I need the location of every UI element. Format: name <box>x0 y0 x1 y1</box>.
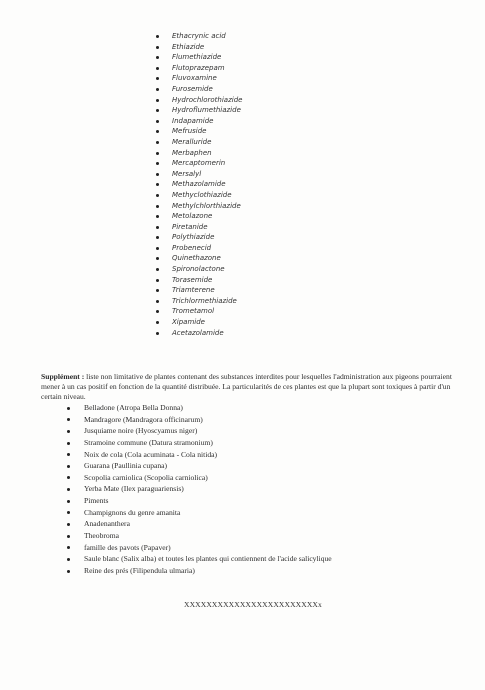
drug-item <box>156 137 242 148</box>
bullet-icon <box>67 523 70 526</box>
bullet-icon <box>67 558 70 561</box>
drug-item-text: Methazolamide <box>172 180 226 189</box>
plant-item <box>67 472 332 484</box>
bullet-icon <box>156 99 159 102</box>
bullet-icon <box>67 488 70 491</box>
drug-item <box>156 317 242 328</box>
drug-item <box>156 116 242 127</box>
drug-item-text: Flumethiazide <box>172 53 222 62</box>
plant-item-text: Anadenanthera <box>84 519 130 529</box>
bullet-icon <box>156 56 159 59</box>
bullet-icon <box>67 465 70 468</box>
plant-item-text: Champignons du genre amanita <box>84 507 181 517</box>
drug-item <box>156 232 242 243</box>
bullet-icon <box>67 500 70 503</box>
drug-item <box>156 84 242 95</box>
drug-item-text: Indapamide <box>172 116 214 125</box>
drug-item <box>156 296 242 307</box>
bullet-icon <box>156 321 159 324</box>
drug-item-text: Furosemide <box>172 84 213 93</box>
drug-item <box>156 275 242 286</box>
plant-item <box>67 460 332 472</box>
bullet-icon <box>156 152 159 155</box>
plant-item-text: Scopolia carniolica (Scopolia carniolica) <box>84 472 208 482</box>
plant-item-text: Guarana (Paullinia cupana) <box>84 461 168 471</box>
drug-item <box>156 179 242 190</box>
drug-item-text: Metolazone <box>172 212 213 221</box>
drug-item-text: Polythiazide <box>172 233 215 242</box>
drug-item <box>156 264 242 275</box>
plant-item <box>67 542 332 554</box>
bullet-icon <box>156 88 159 91</box>
bullet-icon <box>67 453 70 456</box>
drug-item <box>156 158 242 169</box>
drug-item-text: Mercaptomerin <box>172 159 226 168</box>
drug-item-text: Flutoprazepam <box>172 63 225 72</box>
plant-item-text: famille des pavots (Papaver) <box>84 542 171 552</box>
drug-item <box>156 306 242 317</box>
bullet-icon <box>156 332 159 335</box>
plant-item <box>67 425 332 437</box>
plant-item-text: Piments <box>84 496 109 506</box>
plant-item <box>67 437 332 449</box>
drug-item-text: Xipamide <box>172 318 205 327</box>
drug-item <box>156 328 242 339</box>
drug-item <box>156 285 242 296</box>
drug-item-text: Meralluride <box>172 137 212 146</box>
bullet-icon <box>156 310 159 313</box>
drug-item <box>156 42 242 53</box>
plant-item <box>67 414 332 426</box>
drug-item <box>156 169 242 180</box>
bullet-icon <box>156 46 159 49</box>
bullet-icon <box>156 183 159 186</box>
bullet-icon <box>156 67 159 70</box>
plant-item-text: Theobroma <box>84 531 120 541</box>
drug-item-text: Mersalyl <box>172 169 202 178</box>
plant-item <box>67 530 332 542</box>
plant-item-text: Jusquiame noire (Hyoscyamus niger) <box>84 426 198 436</box>
plant-item-text: Mandragore (Mandragora officinarum) <box>84 414 203 424</box>
plant-item <box>67 553 332 565</box>
drug-item <box>156 253 242 264</box>
bullet-icon <box>67 546 70 549</box>
bullet-icon <box>156 130 159 133</box>
drug-item-text: Triamterene <box>172 286 215 295</box>
bullet-icon <box>67 535 70 538</box>
supplement-label: Supplément : <box>41 372 85 381</box>
bullet-icon <box>156 194 159 197</box>
drug-item-text: Acetazolamide <box>172 328 224 337</box>
bullet-icon <box>67 570 70 573</box>
plant-item-text: Stramoine commune (Datura stramonium) <box>84 437 213 447</box>
drug-item-text: Piretanide <box>172 222 208 231</box>
plant-item <box>67 483 332 495</box>
bullet-icon <box>67 511 70 514</box>
end-of-document-mark: XXXXXXXXXXXXXXXXXXXXXXXXx <box>184 600 322 609</box>
drug-item <box>156 126 242 137</box>
plant-item-text: Saule blanc (Salix alba) et toutes les plantes qui contiennent de l'acide salicylique <box>84 554 332 564</box>
bullet-icon <box>156 215 159 218</box>
plant-item-text: Noix de cola (Cola acuminata - Cola nitida) <box>84 449 218 459</box>
drug-item <box>156 243 242 254</box>
bullet-icon <box>156 226 159 229</box>
drug-item <box>156 201 242 212</box>
bullet-icon <box>67 407 70 410</box>
drug-item-text: Quinethazone <box>172 254 221 263</box>
drug-item-text: Torasemide <box>172 275 213 284</box>
drug-item <box>156 105 242 116</box>
plant-item <box>67 518 332 530</box>
supplement-text: liste non limitative de plantes contenant des substances interdites pour lesquelles l'administration aux pigeons pourraient mener à un cas positif en fonction de la quantité distribuée. La particularités de ces plantes est que la plupart sont toxiques à partir d'un certain niveau. <box>41 372 452 401</box>
bullet-icon <box>156 141 159 144</box>
drug-item <box>156 73 242 84</box>
drug-item <box>156 52 242 63</box>
bullet-icon <box>67 476 70 479</box>
plant-item <box>67 565 332 577</box>
bullet-icon <box>156 109 159 112</box>
bullet-icon <box>156 162 159 165</box>
plant-item-text: Yerba Mate (Ilex paraguariensis) <box>84 484 184 494</box>
drug-item <box>156 148 242 159</box>
supplement-paragraph <box>41 372 461 402</box>
drug-item-text: Spironolactone <box>172 265 225 274</box>
prohibited-drug-list <box>156 31 242 338</box>
bullet-icon <box>156 247 159 250</box>
drug-item-text: Probenecid <box>172 243 212 252</box>
plant-item <box>67 495 332 507</box>
drug-item-text: Hydrochlorothiazide <box>172 95 243 104</box>
bullet-icon <box>156 236 159 239</box>
bullet-icon <box>156 120 159 123</box>
drug-item <box>156 211 242 222</box>
drug-item-text: Trichlormethiazide <box>172 296 237 305</box>
bullet-icon <box>156 300 159 303</box>
bullet-icon <box>67 418 70 421</box>
drug-item-text: Ethiazide <box>172 42 205 51</box>
drug-item-text: Methyclothiazide <box>172 190 232 199</box>
bullet-icon <box>156 77 159 80</box>
drug-item-text: Methylchlorthiazide <box>172 201 241 210</box>
bullet-icon <box>156 279 159 282</box>
drug-item-text: Mefruside <box>172 127 207 136</box>
drug-item <box>156 222 242 233</box>
drug-item-text: Merbaphen <box>172 148 212 157</box>
bullet-icon <box>156 289 159 292</box>
plant-item <box>67 507 332 519</box>
drug-item-text: Ethacrynic acid <box>172 32 226 40</box>
drug-item <box>156 63 242 74</box>
bullet-icon <box>156 268 159 271</box>
plant-item-text: Belladone (Atropa Bella Donna) <box>84 403 183 412</box>
plant-item-text: Reine des prés (Filipendula ulmaria) <box>84 565 195 575</box>
bullet-icon <box>156 35 159 38</box>
drug-item <box>156 31 242 42</box>
drug-item <box>156 95 242 106</box>
drug-item <box>156 190 242 201</box>
bullet-icon <box>156 205 159 208</box>
bullet-icon <box>67 442 70 445</box>
drug-item-text: Trometamol <box>172 307 215 316</box>
plant-item <box>67 402 332 414</box>
plant-list <box>67 402 332 577</box>
bullet-icon <box>67 430 70 433</box>
bullet-icon <box>156 257 159 260</box>
plant-item <box>67 449 332 461</box>
drug-item-text: Hydroflumethiazide <box>172 106 241 115</box>
drug-item-text: Fluvoxamine <box>172 74 217 83</box>
bullet-icon <box>156 173 159 176</box>
